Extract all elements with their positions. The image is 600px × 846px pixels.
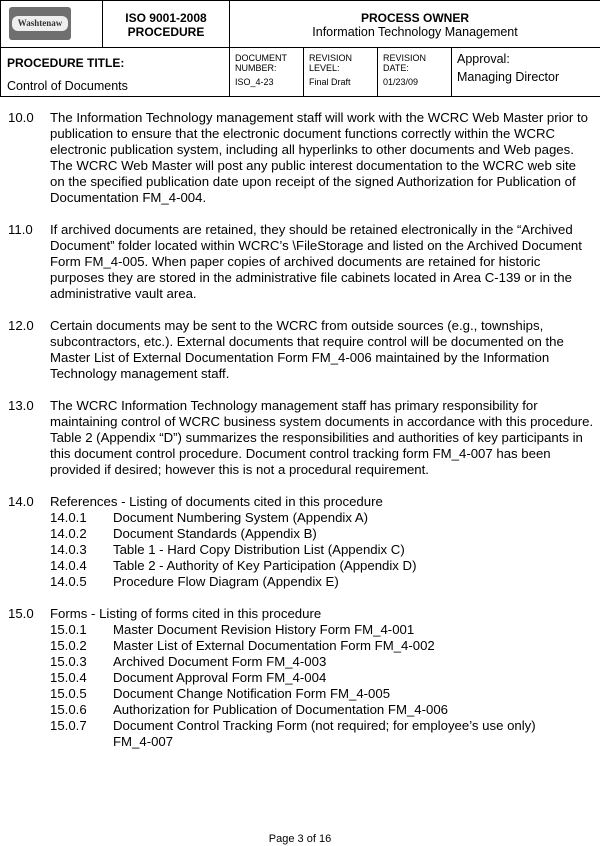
section-text: The WCRC Information Technology management staff has primary responsibility for maintaining control of WCRC business system documents in accordance with this procedure. Table 2 (Appendix “D”) summarizes the responsibilities and authorities of key participants in this document control procedure. Document control tracking form FM_4-007 has been provided if desired; however this is not a procedural requirement. bbox=[50, 398, 594, 477]
section-number: 10.0 bbox=[8, 110, 34, 125]
reference-item: 14.0.4 Table 2 - Authority of Key Participation (Appendix D) bbox=[50, 558, 417, 573]
document-body bbox=[8, 110, 594, 766]
section-number: 15.0 bbox=[8, 606, 34, 621]
section-number: 14.0 bbox=[8, 494, 34, 509]
form-item: 15.0.2 Master List of External Documentation Form FM_4-002 bbox=[50, 638, 435, 653]
page-number: Page 3 of 16 bbox=[268, 833, 332, 845]
iso-procedure: PROCEDURE bbox=[127, 25, 205, 39]
process-owner-cell bbox=[230, 1, 600, 48]
document-number-label: DOCUMENT NUMBER: bbox=[235, 53, 287, 73]
procedure-title-label: PROCEDURE TITLE: bbox=[7, 56, 125, 70]
section-11 bbox=[8, 222, 594, 302]
reference-item: 14.0.1 Document Numbering System (Appendix A) bbox=[50, 510, 369, 525]
logo-cell bbox=[1, 1, 103, 48]
revision-level-label: REVISION LEVEL: bbox=[309, 53, 353, 73]
reference-item: 14.0.3 Table 1 - Hard Copy Distribution List (Appendix C) bbox=[50, 542, 405, 557]
form-item: 15.0.4 Document Approval Form FM_4-004 bbox=[50, 670, 327, 685]
revision-date: 01/23/09 bbox=[383, 77, 419, 87]
section-14-references bbox=[8, 494, 594, 590]
section-number: 11.0 bbox=[8, 222, 33, 237]
reference-item: 14.0.5 Procedure Flow Diagram (Appendix E) bbox=[50, 574, 339, 589]
section-text: Certain documents may be sent to the WCRC from outside sources (e.g., townships, subcontractors, etc.). External documents that require control will be documented on the Master List of External Documentation Form FM_4-006 maintained by the Information Technology management staff. bbox=[50, 318, 564, 381]
form-item: 15.0.6 Authorization for Publication of Documentation FM_4-006 bbox=[50, 702, 448, 717]
form-item: 15.0.5 Document Change Notification Form FM_4-005 bbox=[50, 686, 391, 701]
section-text: References - Listing of documents cited in this procedure bbox=[50, 494, 383, 509]
section-number: 12.0 bbox=[8, 318, 34, 333]
section-number: 13.0 bbox=[8, 398, 34, 413]
approval-cell bbox=[452, 48, 600, 97]
form-item: 15.0.1 Master Document Revision History Form FM_4-001 bbox=[50, 622, 415, 637]
section-13 bbox=[8, 398, 594, 478]
process-owner-label: PROCESS OWNER bbox=[361, 11, 470, 25]
document-header bbox=[0, 0, 600, 97]
process-owner-name: Information Technology Management bbox=[312, 25, 518, 39]
form-item: 15.0.3 Archived Document Form FM_4-003 bbox=[50, 654, 327, 669]
reference-item: 14.0.2 Document Standards (Appendix B) bbox=[50, 526, 317, 541]
document-number-cell bbox=[230, 48, 304, 97]
approval-label: Approval: bbox=[457, 52, 510, 66]
revision-level: Final Draft bbox=[309, 77, 351, 87]
washtenaw-logo: Washtenaw bbox=[9, 7, 71, 40]
procedure-title: Control of Documents bbox=[7, 79, 128, 93]
form-item: 15.0.7 Document Control Tracking Form (not required; for employee’s use only) FM_4-007 bbox=[50, 718, 536, 749]
section-10 bbox=[8, 110, 594, 206]
approval-value: Managing Director bbox=[457, 70, 560, 84]
revision-date-label: REVISION DATE: bbox=[383, 53, 427, 73]
section-15-forms bbox=[8, 606, 594, 750]
document-number: ISO_4-23 bbox=[235, 77, 274, 87]
section-text: If archived documents are retained, they should be retained electronically in the “Archived Document” folder located within WCRC’s \FileStorage and listed on the Archived Document Form FM_4-005. When paper copies of archived documents are retained for historic purposes they are stored in the administrative file cabinets located in Area C-139 or in the administrative vault area. bbox=[50, 222, 582, 301]
section-text: Forms - Listing of forms cited in this procedure bbox=[50, 606, 322, 621]
section-12 bbox=[8, 318, 594, 382]
section-text: The Information Technology management staff will work with the WCRC Web Master prior to publication to ensure that the electronic document functions correctly within the WCRC electronic publication system, including all hyperlinks to other documents and Web pages. The WCRC Web Master will post any public interest documentation to the WCRC web site on the specified publication date upon receipt of the signed Authorization for Publication of Documentation FM_4-004. bbox=[50, 110, 588, 205]
revision-level-cell bbox=[304, 48, 378, 97]
revision-date-cell bbox=[378, 48, 452, 97]
iso-standard: ISO 9001-2008 bbox=[125, 11, 207, 25]
iso-procedure-cell bbox=[103, 1, 230, 48]
procedure-title-cell bbox=[1, 48, 230, 97]
